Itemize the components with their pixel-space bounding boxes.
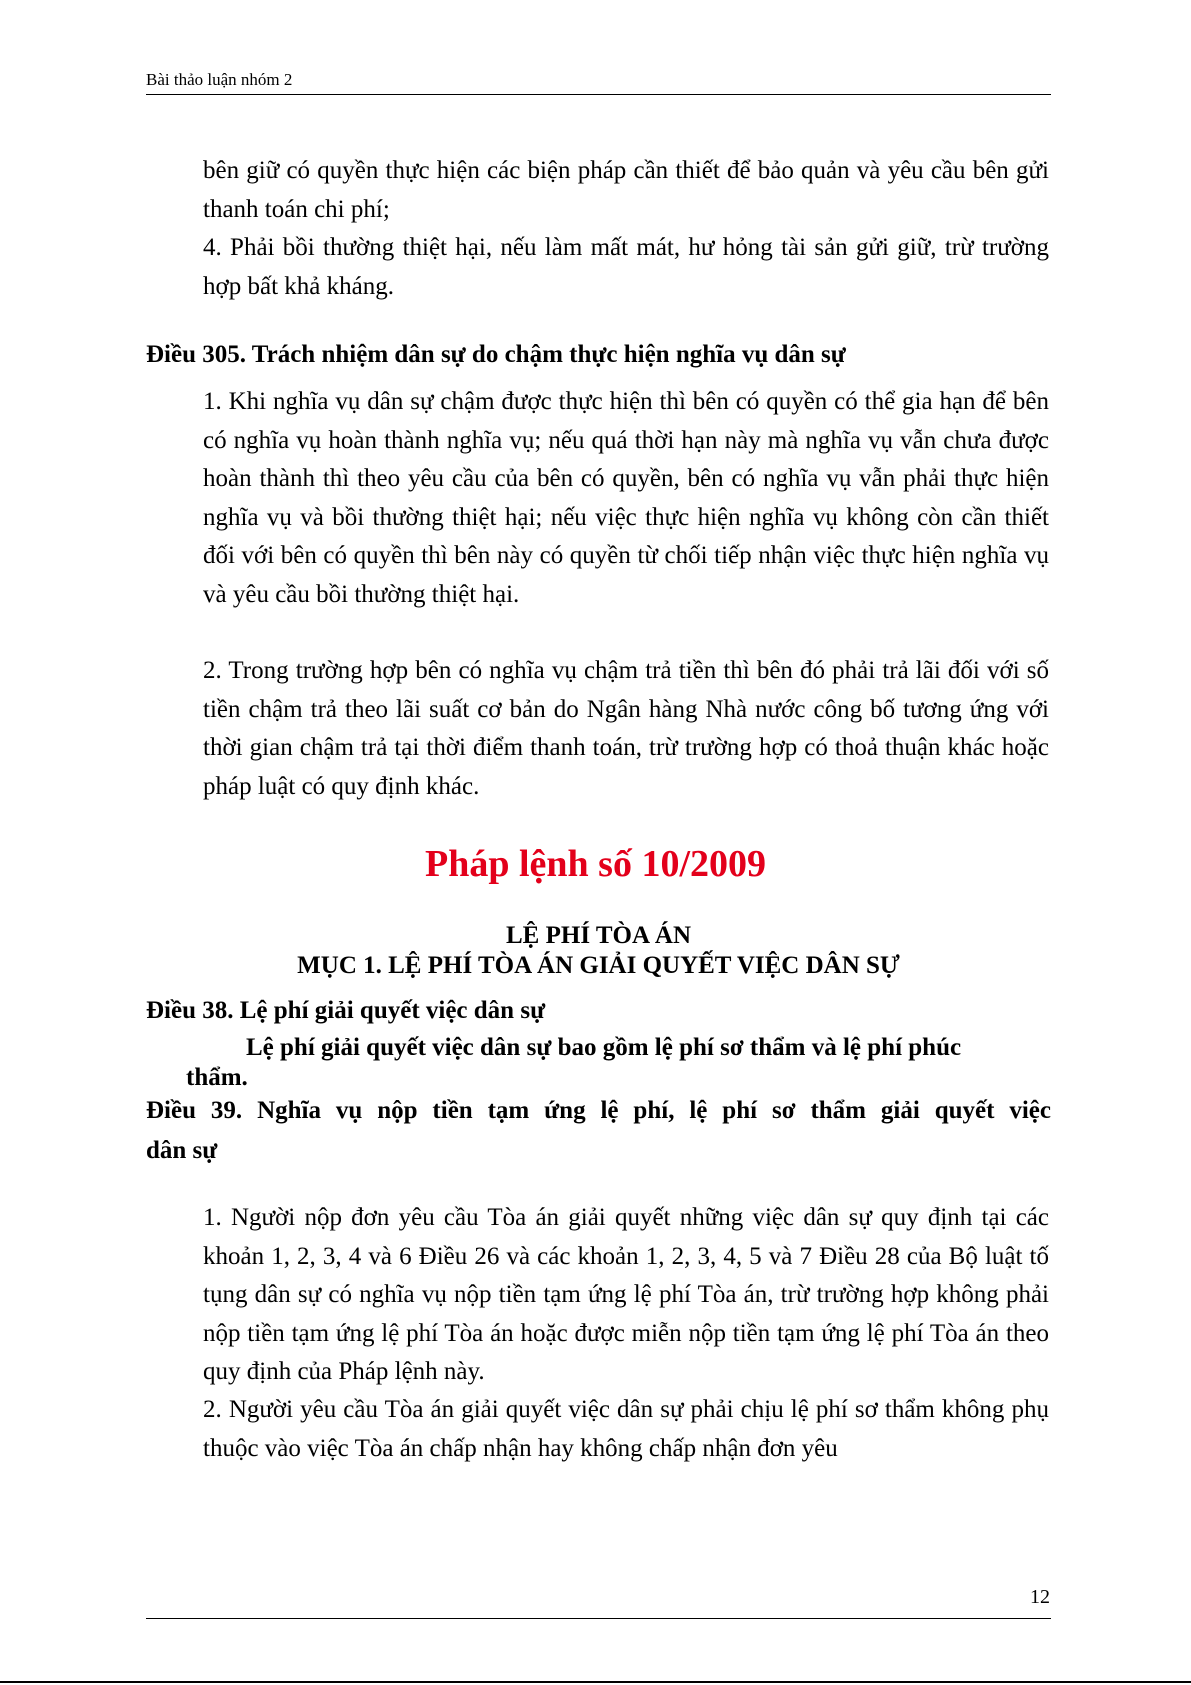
article-38-body-line-2: thẩm. [186, 1064, 248, 1091]
article-38-body-line-1: Lệ phí giải quyết việc dân sự bao gồm lệ phí sơ thẩm và lệ phí phúc [246, 1034, 962, 1061]
continuation-paragraph: bên giữ có quyền thực hiện các biện pháp cần thiết để bảo quản và yêu cầu bên gửi thanh toán chi phí; [203, 157, 1049, 223]
article-39-clause-1: 1. Người nộp đơn yêu cầu Tòa án giải quyết những việc dân sự quy định tại các khoản 1, 2, 3, 4 và 6 Điều 26 và các khoản 1, 2, 3, 4, 5 và 7 Điều 28 của Bộ luật tố tụng dân sự có nghĩa vụ nộp tiền tạm ứng lệ phí Tòa án, trừ trường hợp không phải nộp tiền tạm ứng lệ phí Tòa án hoặc được miễn nộp tiền tạm ứng lệ phí Tòa án theo quy định của Pháp lệnh này. [203, 1204, 1049, 1385]
continuation-item-4: 4. Phải bồi thường thiệt hại, nếu làm mất mát, hư hỏng tài sản gửi giữ, trừ trường hợp bất khả kháng. [203, 234, 1049, 300]
page-bottom-edge [0, 1681, 1191, 1683]
article-39-clause-2: 2. Người yêu cầu Tòa án giải quyết việc dân sự phải chịu lệ phí sơ thẩm không phụ thuộc vào việc Tòa án chấp nhận hay không chấp nhận đơn yêu [203, 1396, 1049, 1462]
header-rule [146, 94, 1051, 95]
footer-rule [146, 1618, 1051, 1619]
article-39-heading-line-2: dân sự [146, 1137, 218, 1164]
article-305-heading: Điều 305. Trách nhiệm dân sự do chậm thực hiện nghĩa vụ dân sự [146, 341, 846, 368]
page-header-text: Bài thảo luận nhóm 2 [146, 70, 293, 89]
ordinance-subtitle: LỆ PHÍ TÒA ÁN [506, 922, 691, 949]
article-305-clause-1: 1. Khi nghĩa vụ dân sự chậm được thực hiện thì bên có quyền có thể gia hạn để bên có nghĩa vụ hoàn thành nghĩa vụ; nếu quá thời hạn này mà nghĩa vụ vẫn chưa được hoàn thành thì theo yêu cầu của bên có quyền, bên có nghĩa vụ vẫn phải thực hiện nghĩa vụ và bồi thường thiệt hại; nếu việc thực hiện nghĩa vụ không còn cần thiết đối với bên có quyền thì bên này có quyền từ chối tiếp nhận việc thực hiện nghĩa vụ và yêu cầu bồi thường thiệt hại. [203, 388, 1049, 608]
article-38-heading: Điều 38. Lệ phí giải quyết việc dân sự [146, 997, 546, 1024]
section-title: MỤC 1. LỆ PHÍ TÒA ÁN GIẢI QUYẾT VIỆC DÂN SỰ [297, 952, 900, 979]
article-305-clause-2: 2. Trong trường hợp bên có nghĩa vụ chậm trả tiền thì bên đó phải trả lãi đối với số tiền chậm trả theo lãi suất cơ bản do Ngân hàng Nhà nước công bố tương ứng với thời gian chậm trả tại thời điểm thanh toán, trừ trường hợp có thoả thuận khác hoặc pháp luật có quy định khác. [203, 657, 1049, 800]
page-number: 12 [1030, 1586, 1050, 1608]
article-39-heading-line-1: Điều 39. Nghĩa vụ nộp tiền tạm ứng lệ phí, lệ phí sơ thẩm giải quyết việc [146, 1097, 1051, 1124]
ordinance-title: Pháp lệnh số 10/2009 [424, 843, 767, 885]
